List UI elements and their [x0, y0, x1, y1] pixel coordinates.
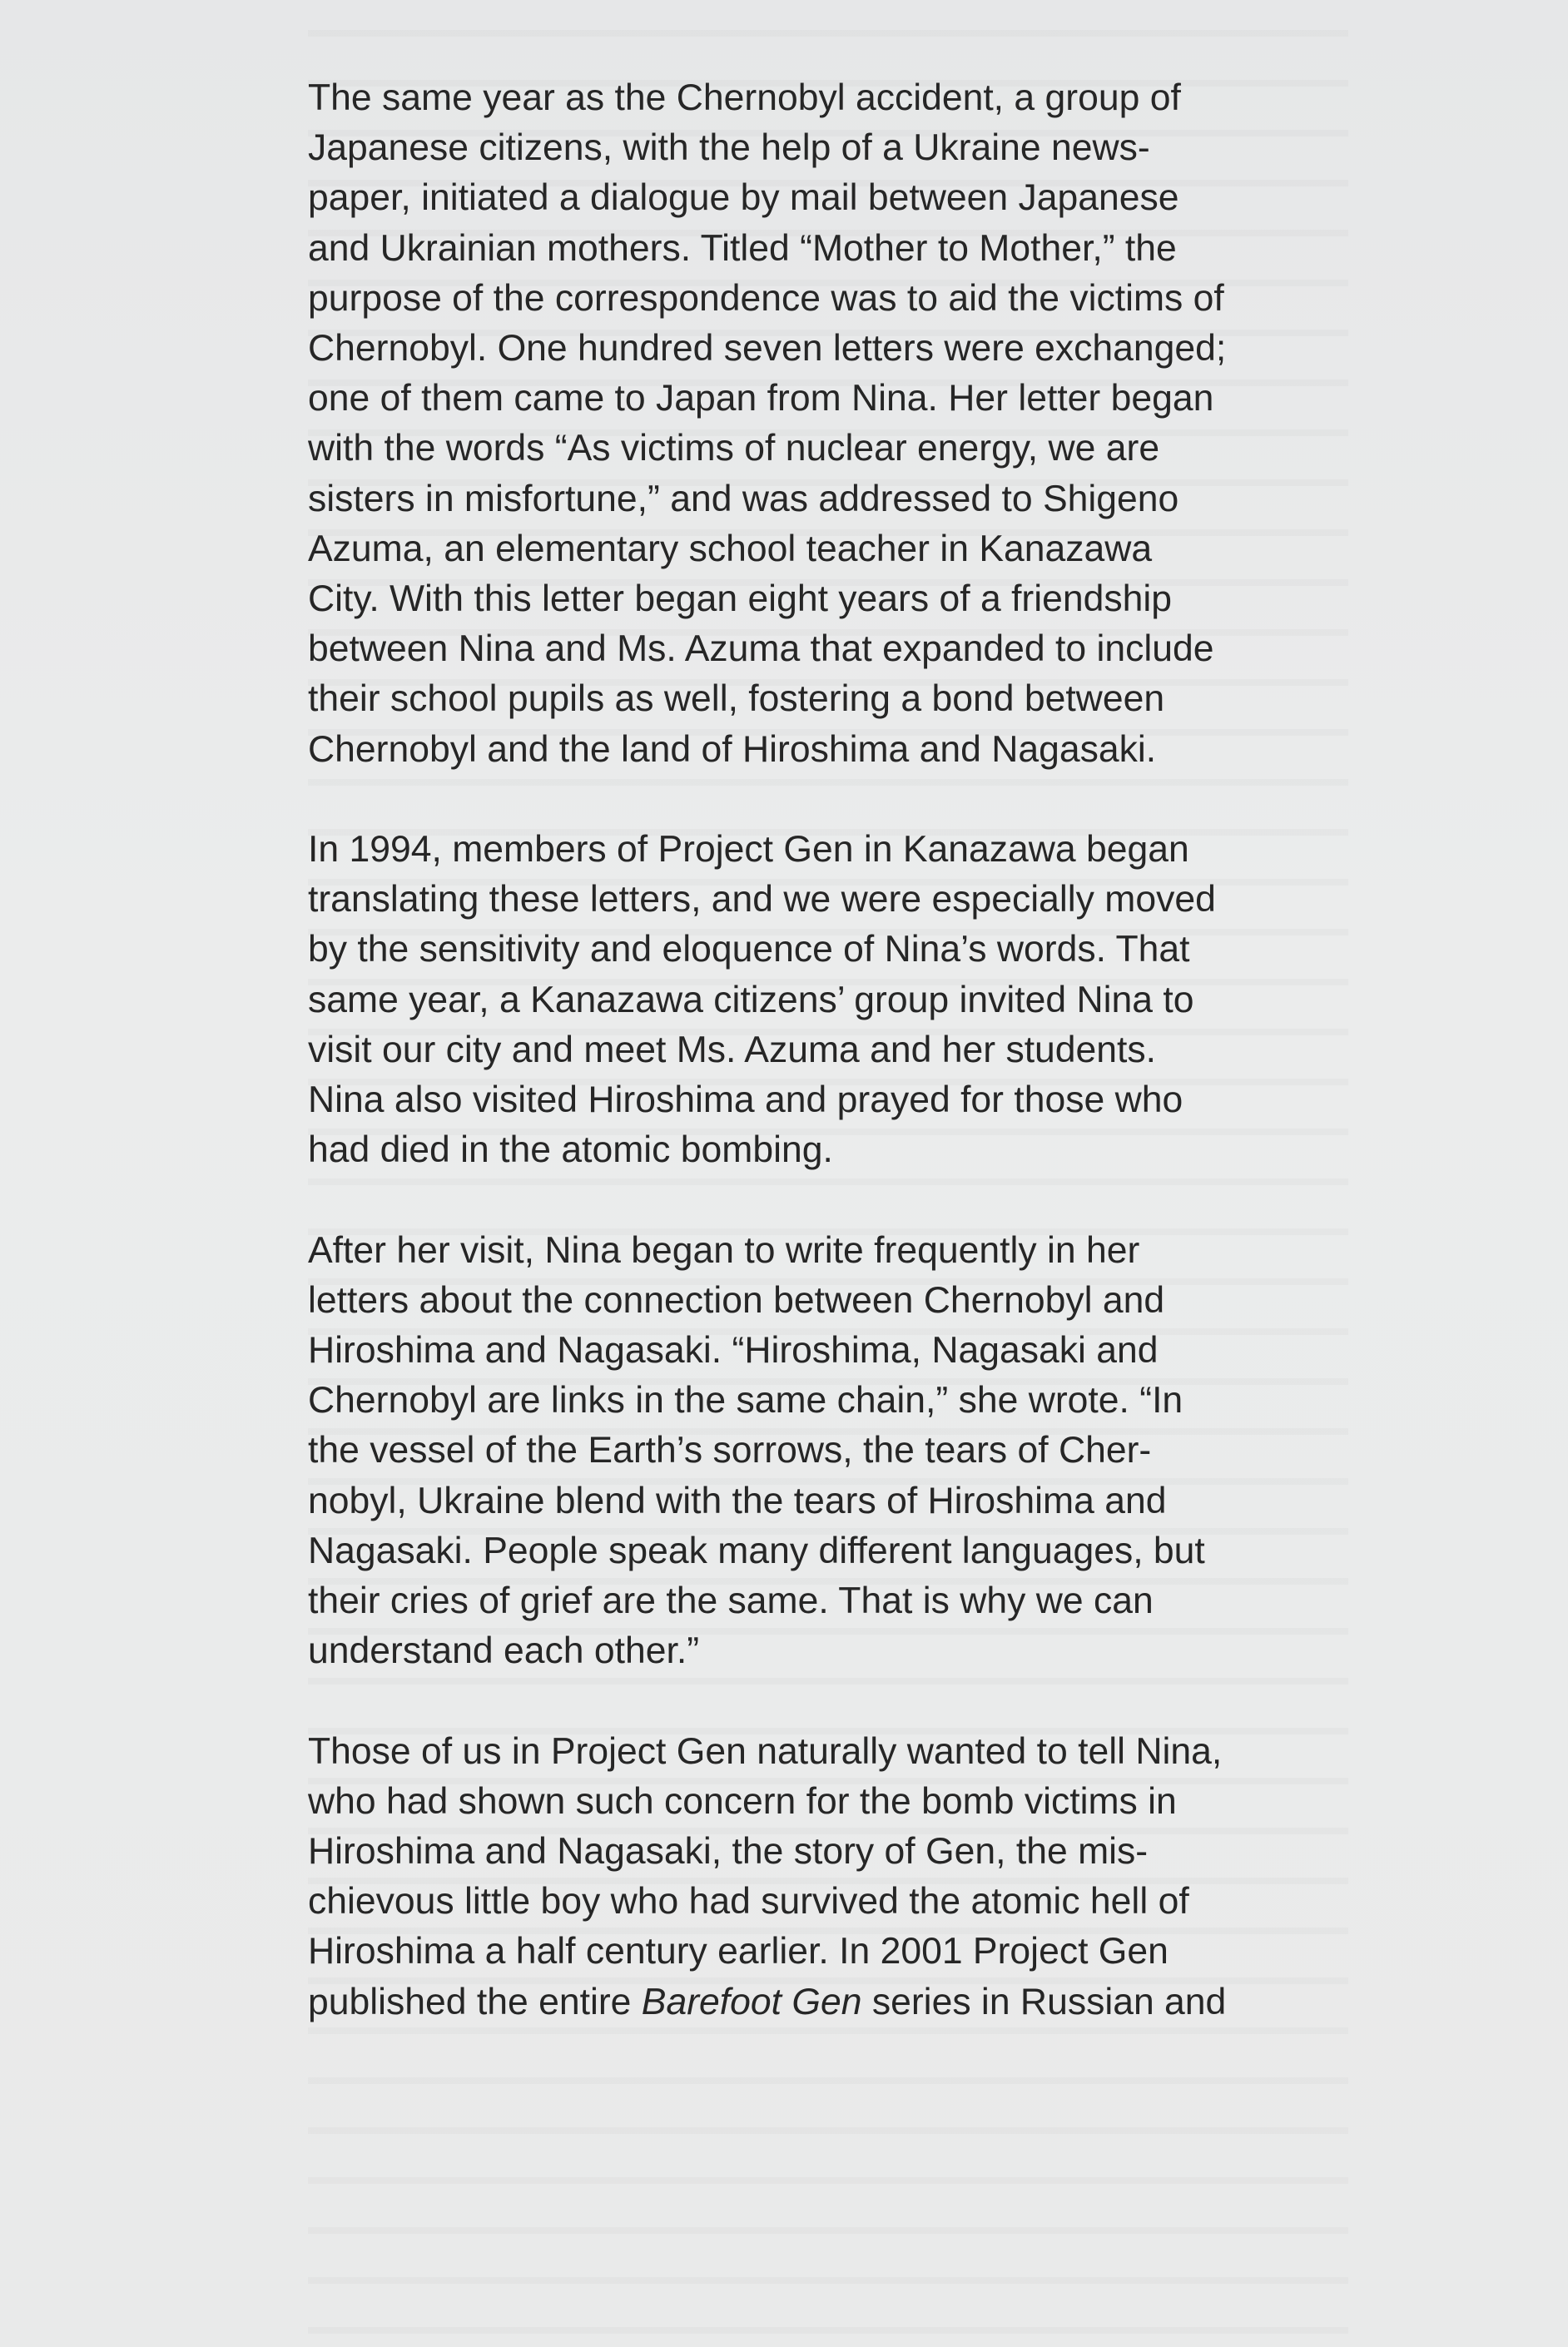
text-line: with the words “As victims of nuclear energy, we are	[308, 428, 1160, 469]
text-line: their school pupils as well, fostering a bond between	[308, 678, 1165, 720]
text-line: purpose of the correspondence was to aid the victims of	[308, 277, 1224, 319]
text-line: same year, a Kanazawa citizens’ group invited Nina to	[308, 979, 1194, 1020]
paragraph-1	[308, 73, 1382, 775]
text-line: Hiroshima a half century earlier. In 2001 Project Gen	[308, 1931, 1169, 1972]
line-text-before-title: published the entire	[308, 1981, 642, 2022]
text-line: had died in the atomic bombing.	[308, 1129, 833, 1171]
text-line: Nagasaki. People speak many different languages, but	[308, 1530, 1205, 1571]
text-line: the vessel of the Earth’s sorrows, the tears of Cher-	[308, 1430, 1152, 1471]
text-line: one of them came to Japan from Nina. Her letter began	[308, 378, 1214, 419]
paragraph-3	[308, 1226, 1382, 1677]
text-line: by the sensitivity and eloquence of Nina’s words. That	[308, 929, 1190, 970]
text-line: Nina also visited Hiroshima and prayed for those who	[308, 1079, 1183, 1121]
text-line: their cries of grief are the same. That is why we can	[308, 1580, 1154, 1622]
line-text-after-title: series in Russian and	[861, 1981, 1227, 2022]
text-line: translating these letters, and we were especially moved	[308, 879, 1216, 920]
text-line: Japanese citizens, with the help of a Ukraine news-	[308, 127, 1150, 169]
paragraph-4	[308, 1727, 1382, 2027]
text-line-with-title	[308, 1977, 1382, 2027]
text-line: sisters in misfortune,” and was addressed to Shigeno	[308, 478, 1179, 519]
paragraph-2	[308, 825, 1382, 1175]
text-line: In 1994, members of Project Gen in Kanazawa began	[308, 829, 1189, 871]
text-line: who had shown such concern for the bomb victims in	[308, 1780, 1177, 1822]
text-line: Those of us in Project Gen naturally wanted to tell Nina,	[308, 1730, 1223, 1772]
text-line: The same year as the Chernobyl accident, a group of	[308, 77, 1181, 118]
body-text	[308, 73, 1382, 2077]
text-line: Chernobyl are links in the same chain,” she wrote. “In	[308, 1380, 1183, 1422]
text-line: After her visit, Nina began to write frequently in her	[308, 1229, 1140, 1271]
text-line: visit our city and meet Ms. Azuma and her students.	[308, 1029, 1157, 1070]
text-line: understand each other.”	[308, 1630, 700, 1672]
text-line: Hiroshima and Nagasaki, the story of Gen, the mis-	[308, 1831, 1149, 1873]
text-line: and Ukrainian mothers. Titled “Mother to Mother,” the	[308, 227, 1177, 269]
text-line: letters about the connection between Chernobyl and	[308, 1279, 1165, 1321]
text-line: Hiroshima and Nagasaki. “Hiroshima, Nagasaki and	[308, 1330, 1159, 1372]
text-line: Chernobyl. One hundred seven letters were exchanged;	[308, 328, 1227, 370]
text-line: Azuma, an elementary school teacher in Kanazawa	[308, 528, 1153, 569]
text-line: Chernobyl and the land of Hiroshima and Nagasaki.	[308, 728, 1157, 770]
text-line: paper, initiated a dialogue by mail between Japanese	[308, 177, 1179, 219]
text-line: City. With this letter began eight years of a friendship	[308, 578, 1173, 620]
text-line: chievous little boy who had survived the atomic hell of	[308, 1881, 1189, 1923]
text-line: nobyl, Ukraine blend with the tears of Hiroshima and	[308, 1480, 1167, 1521]
book-title: Barefoot Gen	[641, 1981, 862, 2022]
text-line: between Nina and Ms. Azuma that expanded to include	[308, 628, 1214, 670]
